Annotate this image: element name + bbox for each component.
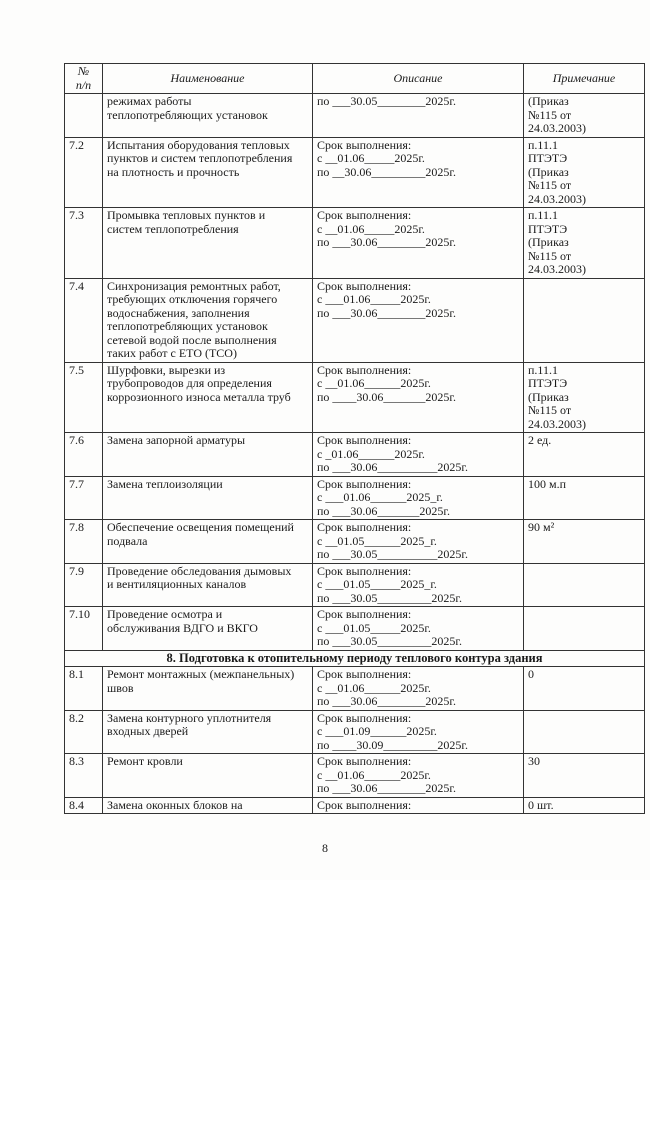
row-number: 7.5 (65, 362, 103, 433)
row-number (65, 94, 103, 138)
row-desc-line: с __01.06_____2025г. (317, 221, 425, 236)
row-note-text: 0 шт. (528, 797, 554, 812)
row-desc-line: по ___30.06________2025г. (317, 781, 456, 795)
row-note (524, 520, 645, 564)
row-number: 7.9 (65, 563, 103, 607)
row-desc-line: по ___30.06_______2025г. (317, 503, 450, 518)
row-number: 8.2 (65, 710, 103, 754)
row-desc-line: по ___30.06________2025г. (317, 235, 456, 249)
row-name-text: Ремонт кровли (107, 754, 183, 768)
row-desc-line: по ___30.06________2025г. (317, 305, 456, 320)
table-row (65, 563, 645, 607)
table-row (65, 208, 645, 279)
row-name-text: Ремонт монтажных (межпанельных) швов (107, 667, 295, 695)
row-desc-line: по ___30.06__________2025г. (317, 460, 468, 474)
row-note-text: п.11.1 ПТЭТЭ (Приказ №115 от 24.03.2003) (528, 362, 586, 431)
row-name (103, 667, 313, 711)
table-row (65, 278, 645, 362)
header-num: № п/п (65, 64, 103, 94)
row-desc (313, 520, 524, 564)
row-desc-line: с _01.06______2025г. (317, 446, 425, 461)
row-desc-line: Срок выполнения: (317, 563, 412, 578)
row-desc (313, 667, 524, 711)
row-desc (313, 607, 524, 651)
row-name (103, 362, 313, 433)
row-desc-line: с __01.06______2025г. (317, 767, 431, 782)
row-desc (313, 94, 524, 138)
row-note (524, 797, 645, 814)
row-name-text: Промывка тепловых пунктов и систем теплопотребления (107, 208, 266, 236)
row-desc-line: по ___30.06________2025г. (317, 694, 456, 708)
row-name (103, 137, 313, 208)
row-desc-line: с ___01.05_____2025г. (317, 620, 431, 635)
row-desc-line: с ___01.06_____2025г. (317, 292, 431, 306)
row-note (524, 362, 645, 433)
row-note (524, 667, 645, 711)
row-note-text: 0 (528, 667, 534, 681)
table-row (65, 520, 645, 564)
row-desc-line: по ___30.05_________2025г. (317, 590, 462, 605)
row-desc-line: по ___30.05_________2025г. (317, 634, 462, 648)
row-desc-line: Срок выполнения: (317, 754, 412, 768)
row-name-text: Шурфовки, вырезки из трубопроводов для определения коррозионного износа металла труб (107, 362, 291, 404)
row-desc (313, 278, 524, 362)
row-note (524, 137, 645, 208)
row-name (103, 563, 313, 607)
row-desc-line: с ___01.09______2025г. (317, 724, 437, 738)
row-desc-line: с __01.06______2025г. (317, 680, 431, 695)
row-desc-line: Срок выполнения: (317, 208, 412, 222)
row-name (103, 797, 313, 814)
table-body (65, 94, 645, 814)
row-name (103, 476, 313, 520)
table-row (65, 362, 645, 433)
header-desc: Описание (313, 64, 524, 94)
table-row (65, 94, 645, 138)
row-desc-line: Срок выполнения: (317, 137, 412, 152)
row-name-text: Испытания оборудования тепловых пунктов и систем теплопотребления на плотность и прочность (107, 137, 293, 179)
row-desc (313, 476, 524, 520)
row-note (524, 710, 645, 754)
row-name-text: Замена контурного уплотнителя входных дверей (107, 710, 272, 738)
row-note-text: п.11.1 ПТЭТЭ (Приказ №115 от 24.03.2003) (528, 208, 586, 276)
row-desc-line: по ___30.05__________2025г. (317, 547, 468, 561)
row-note-text: 2 ед. (528, 433, 552, 447)
row-note (524, 563, 645, 607)
row-number: 8.4 (65, 797, 103, 814)
row-desc-line: по ____30.06_______2025г. (317, 389, 456, 404)
row-name-text: Замена оконных блоков на (107, 797, 243, 812)
row-note (524, 607, 645, 651)
row-desc (313, 797, 524, 814)
row-desc-line: Срок выполнения: (317, 710, 412, 725)
row-number: 7.2 (65, 137, 103, 208)
row-desc-line: Срок выполнения: (317, 667, 412, 681)
row-desc (313, 710, 524, 754)
row-desc (313, 433, 524, 477)
row-note (524, 433, 645, 477)
row-note (524, 278, 645, 362)
row-note (524, 208, 645, 279)
table-row (65, 607, 645, 651)
row-name-text: Синхронизация ремонтных работ, требующих отключения горячего водоснабжения, заполнения теплопотребляющих установок сетевой водой после выполнения таких работ с ЕТО (ТСО) (107, 278, 281, 360)
row-note-text: (Приказ №115 от 24.03.2003) (528, 94, 586, 135)
row-desc (313, 137, 524, 208)
row-name (103, 607, 313, 651)
row-number: 7.10 (65, 607, 103, 651)
row-desc-line: Срок выполнения: (317, 476, 412, 491)
row-note-text: п.11.1 ПТЭТЭ (Приказ №115 от 24.03.2003) (528, 137, 586, 206)
row-desc-line: Срок выполнения: (317, 607, 412, 621)
row-desc (313, 563, 524, 607)
row-name (103, 433, 313, 477)
row-desc (313, 208, 524, 279)
table-row (65, 667, 645, 711)
row-name (103, 278, 313, 362)
row-name (103, 520, 313, 564)
row-desc-line: Срок выполнения: (317, 520, 412, 534)
row-number: 7.4 (65, 278, 103, 362)
row-number: 7.8 (65, 520, 103, 564)
row-name-text: Проведение осмотра и обслуживания ВДГО и ВКГО (107, 607, 258, 635)
row-desc-line: по ____30.09_________2025г. (317, 737, 468, 752)
row-desc-line: Срок выполнения: (317, 433, 412, 447)
row-name-text: Замена запорной арматуры (107, 433, 245, 447)
row-number: 7.6 (65, 433, 103, 477)
table-row (65, 754, 645, 798)
row-name (103, 710, 313, 754)
table-row (65, 476, 645, 520)
row-desc-line: с ___01.06______2025_г. (317, 490, 443, 504)
row-desc-line: с __01.06______2025г. (317, 376, 431, 390)
row-desc-line: с __01.06_____2025г. (317, 151, 425, 165)
row-note-text: 30 (528, 754, 540, 768)
section-title: 8. Подготовка к отопительному периоду теплового контура здания (65, 650, 645, 667)
row-name-text: Замена теплоизоляции (107, 476, 223, 491)
row-number: 7.3 (65, 208, 103, 279)
header-note: Примечание (524, 64, 645, 94)
section-row (65, 650, 645, 667)
row-number: 7.7 (65, 476, 103, 520)
row-number: 8.3 (65, 754, 103, 798)
table-header-row (65, 64, 645, 94)
row-desc (313, 362, 524, 433)
row-desc-line: по ___30.05________2025г. (317, 94, 456, 108)
row-note (524, 754, 645, 798)
row-name (103, 754, 313, 798)
row-note-text: 100 м.п (528, 476, 567, 491)
table-row (65, 797, 645, 814)
row-name-text: режимах работы теплопотребляющих установок (107, 94, 268, 122)
row-desc-line: Срок выполнения: (317, 362, 412, 377)
row-note (524, 94, 645, 138)
row-name (103, 208, 313, 279)
header-name: Наименование (103, 64, 313, 94)
row-desc-line: с ___01.05_____2025_г. (317, 577, 437, 591)
row-desc-line: по __30.06_________2025г. (317, 164, 456, 179)
table-row (65, 710, 645, 754)
row-note-text: 90 м² (528, 520, 555, 534)
row-note (524, 476, 645, 520)
row-desc (313, 754, 524, 798)
row-desc-line: Срок выполнения: (317, 797, 412, 812)
row-name (103, 94, 313, 138)
page-number: 8 (322, 841, 328, 855)
row-name-text: Проведение обследования дымовых и вентиляционных каналов (107, 563, 292, 591)
row-desc-line: с __01.05______2025_г. (317, 533, 437, 548)
table-row (65, 433, 645, 477)
row-number: 8.1 (65, 667, 103, 711)
table-row (65, 137, 645, 208)
row-name-text: Обеспечение освещения помещений подвала (107, 520, 294, 548)
works-table (64, 63, 645, 814)
row-desc-line: Срок выполнения: (317, 278, 412, 293)
